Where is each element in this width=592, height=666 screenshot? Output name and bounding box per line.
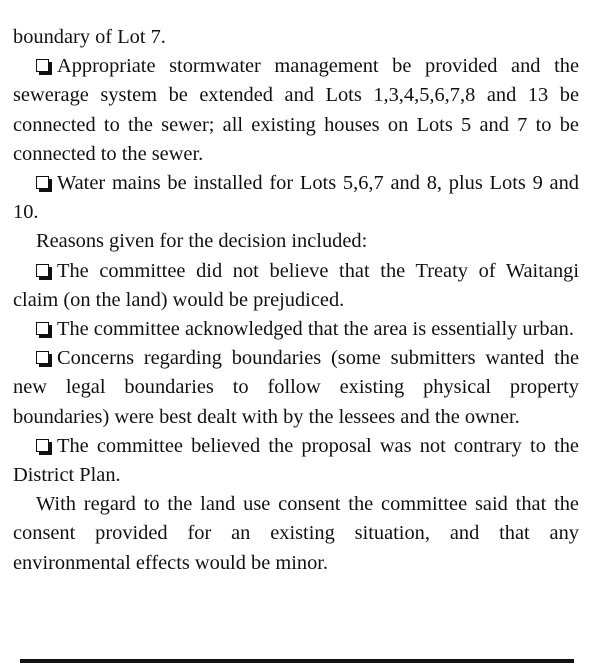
bullet-district-plan <box>13 432 579 490</box>
checkbox-bullet-icon <box>36 439 49 452</box>
paragraph-continuation <box>13 23 579 52</box>
bullet-text: Appropriate stormwater management be provided and the sewerage system be extended and Lots 1,3,4,5,6,7,8 and 13 be connected to the sewer; all existing houses on Lots 5 and 7 to be connected to the sewer. <box>13 55 579 165</box>
bullet-text: Water mains be installed for Lots 5,6,7 and 8, plus Lots 9 and 10. <box>13 172 579 224</box>
bottom-rule <box>20 659 574 663</box>
checkbox-bullet-icon <box>36 351 49 364</box>
paragraph-text: boundary of Lot 7. <box>13 26 166 48</box>
paragraph-text: With regard to the land use consent the committee said that the consent provided for an existing situation, and that any environmental effects would be minor. <box>13 493 579 574</box>
bullet-stormwater <box>13 52 579 169</box>
document-page <box>13 23 579 578</box>
checkbox-bullet-icon <box>36 322 49 335</box>
checkbox-bullet-icon <box>36 264 49 277</box>
land-use-paragraph <box>13 490 579 578</box>
bullet-treaty <box>13 257 579 315</box>
bullet-boundaries <box>13 344 579 432</box>
bullet-text: Concerns regarding boundaries (some submitters wanted the new legal boundaries to follow existing physical property boundaries) were best dealt with by the lessees and the owner. <box>13 347 579 428</box>
bullet-text: The committee did not believe that the Treaty of Waitangi claim (on the land) would be prejudiced. <box>13 259 579 311</box>
bullet-text: The committee acknowledged that the area is essentially urban. <box>57 318 574 341</box>
reasons-intro <box>13 227 579 256</box>
bullet-urban <box>13 315 579 344</box>
checkbox-bullet-icon <box>36 59 49 72</box>
bullet-water-mains <box>13 169 579 227</box>
paragraph-text: Reasons given for the decision included: <box>36 230 368 253</box>
checkbox-bullet-icon <box>36 176 49 189</box>
bullet-text: The committee believed the proposal was not contrary to the District Plan. <box>13 434 579 487</box>
